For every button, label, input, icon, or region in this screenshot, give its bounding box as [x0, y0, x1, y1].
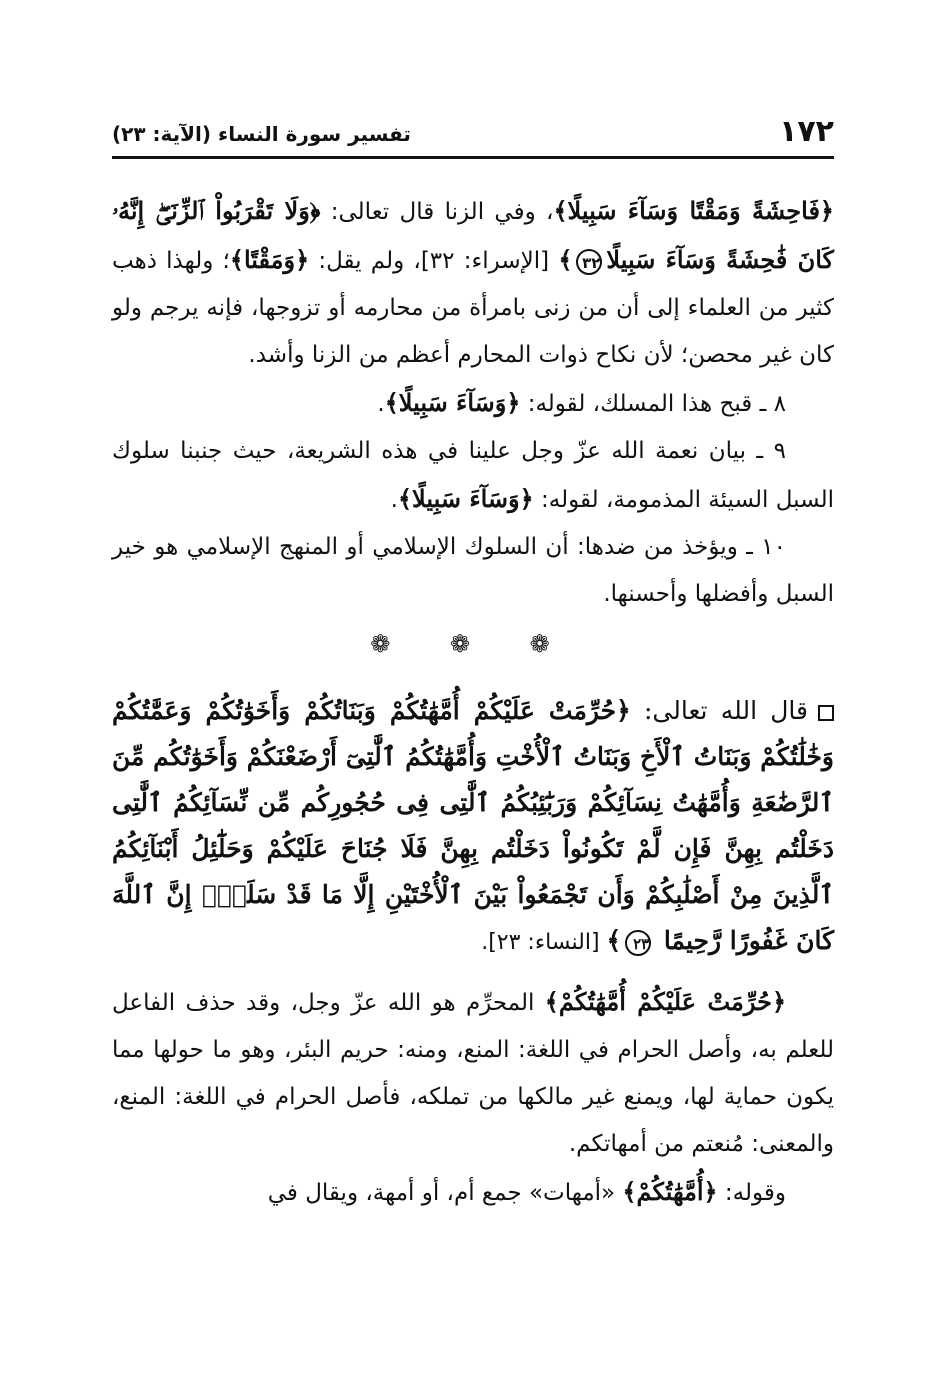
quran-quote: ﴾: [558, 245, 573, 274]
quran-quote: ﴿وَمَقْتًا﴾: [229, 245, 310, 274]
paragraph: [112, 1168, 834, 1217]
paragraph-text: .: [390, 487, 398, 513]
paragraph-text: «أمهات» جمع أم، أو أمهة، ويقال في: [267, 1180, 623, 1206]
verse-close: ﴾: [606, 926, 622, 955]
verse-number-icon: ٣٢: [576, 249, 602, 275]
paragraph-text: ٨ ـ قبح هذا المسلك، لقوله:: [520, 391, 786, 417]
quran-quote: ﴿وَسَآءَ سَبِيلًا﴾: [384, 388, 521, 417]
verse-number-icon: ٢٣: [625, 930, 651, 956]
verse-text: ﴿حُرِّمَتْ عَلَيْكُمْ أُمَّهَٰتُكُمْ وَبَنَاتُكُمْ وَأَخَوَٰتُكُمْ وَعَمَّٰتُكُمْ وَخَٰلَٰتُكُمْ وَبَنَاتُ ٱلْأَخِ وَبَنَاتُ ٱلْأُخْتِ وَأُمَّهَٰتُكُمُ ٱلَّٰتِىٓ أَرْضَعْنَكُمْ وَأَخَوَٰتُكُم مِّنَ ٱلرَّضَٰعَةِ وَأُمَّهَٰتُ نِسَآئِكُمْ وَرَبَٰٓئِبُكُمُ ٱلَّٰتِى فِى حُجُورِكُم مِّن نِّسَآئِكُمُ ٱلَّٰتِى دَخَلْتُم بِهِنَّ فَإِن لَّمْ تَكُونُواْ دَخَلْتُم بِهِنَّ فَلَا جُنَاحَ عَلَيْكُمْ وَحَلَٰٓئِلُ أَبْنَآئِكُمُ ٱلَّذِينَ مِنْ أَصْلَٰبِكُمْ وَأَن تَجْمَعُواْ بَيْنَ ٱلْأُخْتَيْنِ إِلَّا مَا قَدْ سَلَفَۗ إِنَّ ٱللَّهَ كَانَ غَفُورًا رَّحِيمًا: [112, 696, 834, 955]
paragraph-text: ١٠ ـ ويؤخذ من ضدها: أن السلوك الإسلامي أو المنهج الإسلامي هو خير السبل وأفضلها وأحسنها.: [112, 534, 834, 607]
verse-reference: [النساء: ٢٣].: [481, 930, 607, 955]
verse-block: [112, 688, 834, 966]
section-separator: ❁ ❁ ❁: [370, 630, 576, 658]
page-number: ١٧٢: [779, 114, 834, 149]
quran-quote: ﴿وَسَآءَ سَبِيلًا﴾: [397, 484, 534, 513]
page-header: [112, 108, 834, 154]
paragraph: [112, 524, 834, 618]
square-bullet-icon: [818, 705, 834, 721]
paragraph-text: المحرِّم هو الله عزّ وجل، وقد حذف الفاعل للعلم به، وأصل الحرام في اللغة: المنع، ومنه: حريم البئر، وهو ما حولها مما يكون حماية لها، ويمنع غير مالكها من تملكه، فأصل الحرام في اللغة: المنع، والمعنى: مُنعتم من أمهاتكم.: [112, 990, 834, 1157]
verse-intro: قال الله تعالى:: [630, 696, 809, 725]
quran-quote: ﴿فَاحِشَةً وَمَقْتًا وَسَآءَ سَبِيلًا﴾: [553, 196, 834, 225]
commentary-bottom: [112, 978, 834, 1217]
quran-quote: ﴿حُرِّمَتْ عَلَيْكُمْ أُمَّهَٰتُكُمْ﴾: [544, 987, 787, 1016]
running-title: تفسير سورة النساء (الآية: ٢٣): [112, 122, 411, 146]
paragraph-text: ، وفي الزنا قال تعالى:: [320, 199, 554, 225]
paragraph-text: [الإسراء: ٣٢]، ولم يقل:: [309, 248, 559, 274]
book-page: [112, 108, 834, 1358]
paragraph-text: ٩ ـ بيان نعمة الله عزّ وجل علينا في هذه الشريعة، حيث جنبنا سلوك السبل السيئة المذمومة، لقوله:: [112, 438, 834, 513]
paragraph: [112, 428, 834, 524]
paragraph-text: ؛ ولهذا ذهب كثير من العلماء إلى أن من زنى بامرأة من محارمه أو تزوجها، فإنه يرجم ولو كان غير محصن؛ لأن نكاح ذوات المحارم أعظم من الزنا وأشد.: [112, 248, 834, 368]
header-rule: [112, 156, 834, 159]
quran-quote: ﴿أُمَّهَٰتُكُمْ﴾: [622, 1177, 718, 1206]
paragraph-text: .: [377, 391, 385, 417]
paragraph: [112, 379, 834, 428]
quran-quote: ﴿وَلَا تَقْرَبُواْ ٱلزِّنَىٰٓۖ إِنَّهُۥ كَانَ فَٰحِشَةً وَسَآءَ سَبِيلًا: [112, 196, 834, 274]
paragraph: [112, 978, 834, 1168]
paragraph: [112, 187, 834, 379]
body-text: [112, 187, 834, 1217]
paragraph-text: وقوله:: [717, 1180, 786, 1206]
commentary-top: [112, 187, 834, 618]
